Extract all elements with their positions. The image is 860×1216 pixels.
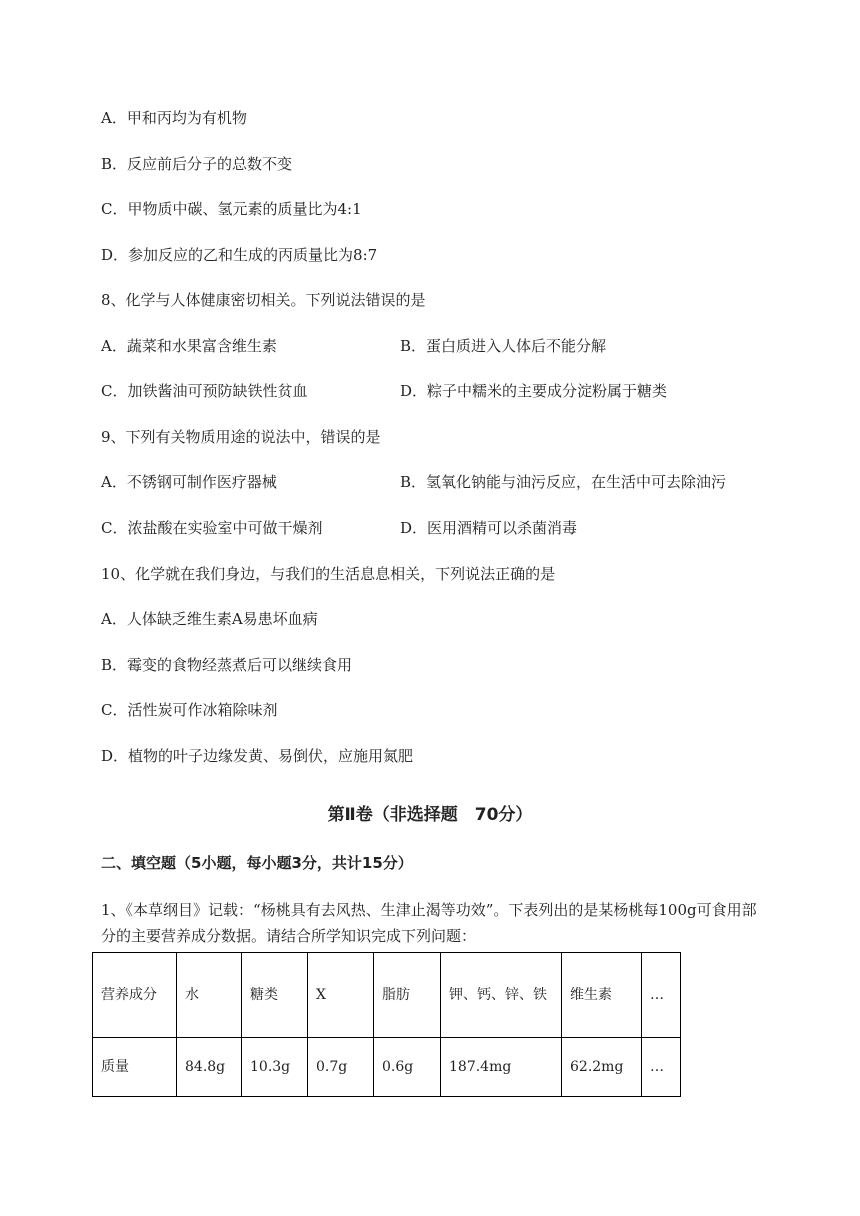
q9-option-b: B．氢氧化钠能与油污反应，在生活中可去除油污 [400,473,727,491]
q9-stem: 9、下列有关物质用途的说法中，错误的是 [101,428,381,446]
q8-option-a: A．蔬菜和水果富含维生素 [101,337,277,355]
table-cell: 84.8g [177,1038,242,1097]
table-row [93,1038,681,1097]
table-header-cell: X [308,953,374,1038]
fill1-line1: 1、《本草纲目》记载：“杨桃具有去风热、生津止渴等功效”。下表列出的是某杨桃每100g可食用部 [101,901,757,919]
table-header-cell: 水 [177,953,242,1038]
q10-option-d: D．植物的叶子边缘发黄、易倒伏，应施用氮肥 [101,747,414,765]
sub-title: 二、填空题（5小题，每小题3分，共计15分） [101,854,413,872]
table-cell: … [642,1038,681,1097]
table-cell: 10.3g [242,1038,308,1097]
table-cell: 187.4mg [441,1038,562,1097]
fill1-line2: 分的主要营养成分数据。请结合所学知识完成下列问题： [101,927,477,945]
q8-stem: 8、化学与人体健康密切相关。下列说法错误的是 [101,291,426,309]
q9-option-d: D．医用酒精可以杀菌消毒 [400,519,578,537]
q9-option-a: A．不锈钢可制作医疗器械 [101,473,277,491]
table-cell: 62.2mg [562,1038,642,1097]
table-header-cell: 维生素 [562,953,642,1038]
q10-option-a: A．人体缺乏维生素A易患坏血病 [101,610,318,628]
q7-option-a: A．甲和丙均为有机物 [101,109,247,127]
table-header-cell: … [642,953,681,1038]
q8-option-c: C．加铁酱油可预防缺铁性贫血 [101,382,308,400]
table-header-cell: 脂肪 [374,953,441,1038]
q7-option-b: B．反应前后分子的总数不变 [101,155,293,173]
table-cell: 0.6g [374,1038,441,1097]
table-header-cell: 营养成分 [93,953,177,1038]
q10-stem: 10、化学就在我们身边，与我们的生活息息相关，下列说法正确的是 [101,565,556,583]
q9-option-c: C．浓盐酸在实验室中可做干燥剂 [101,519,323,537]
q7-option-d: D．参加反应的乙和生成的丙质量比为8:7 [101,246,378,264]
q7-option-c: C．甲物质中碳、氢元素的质量比为4:1 [101,200,362,218]
table-cell: 0.7g [308,1038,374,1097]
table-header-cell: 糖类 [242,953,308,1038]
q10-option-b: B．霉变的食物经蒸煮后可以继续食用 [101,656,353,674]
q10-option-c: C．活性炭可作冰箱除味剂 [101,701,278,719]
nutrition-table [92,952,681,1097]
section-title: 第Ⅱ卷（非选择题 70分） [327,805,533,825]
table-header-cell: 钾、钙、锌、铁 [441,953,562,1038]
q8-option-b: B．蛋白质进入人体后不能分解 [400,337,607,355]
q8-option-d: D．粽子中糯米的主要成分淀粉属于糖类 [400,382,668,400]
table-cell: 质量 [93,1038,177,1097]
table-row [93,953,681,1038]
